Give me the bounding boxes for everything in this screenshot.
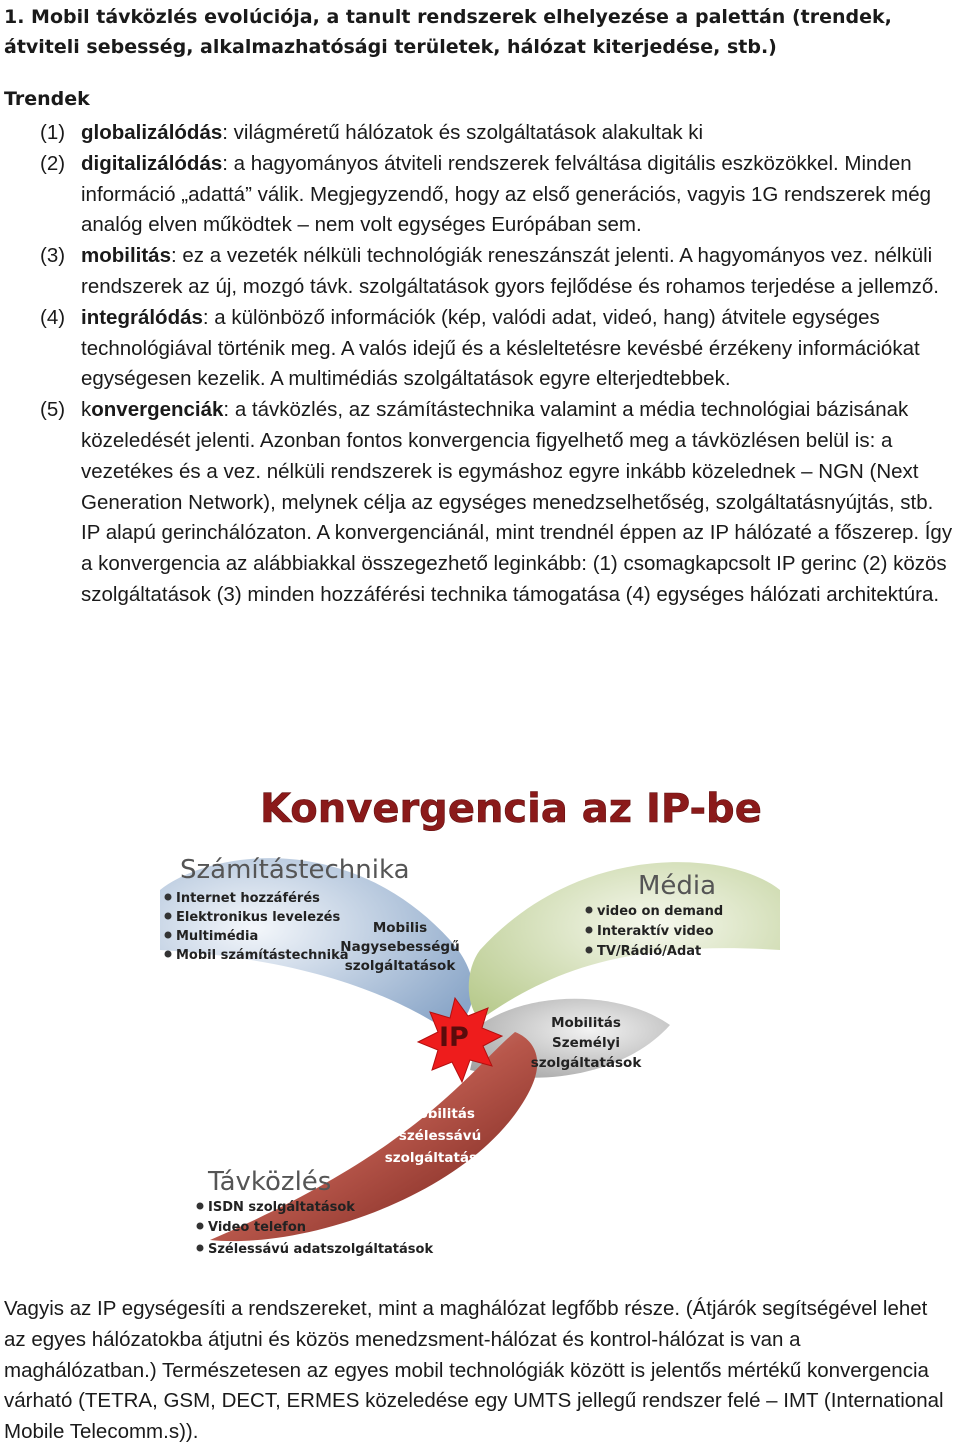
bullet-icon [165,913,172,920]
bullet-icon [586,907,593,914]
bullet-icon [197,1203,204,1210]
item-text: : a hagyományos átviteli rendszerek felváltása digitális eszközökkel. Minden információ „adattá” válik. Megjegyzendő, hogy az első generációs, vagyis 1G rendszerek még analóg elven működtek – nem volt egységes Európában sem. [81,151,932,237]
bullet-icon [165,951,172,958]
item-text: : a távközlés, az számítástechnika valamint a média technológiai bázisának közeledését jelenti. Azonban fontos konvergencia figyelhető meg a távközlésen belül is: a vezetékes és a vez. nélküli rendszerek is egymáshoz egyre inkább közelednek – NGN (Next Generation Network), melynek célja az egységes menedzselhetőség, szolgáltatásnyújtás, stb. IP alapú gerinchálózaton. A konvergenciánál, mint trendnél éppen az IP hálózaté a főszerep. Így a konvergencia az alábbiakkal összegezhető leginkább: (1) csomagkapcsolt IP gerinc (2) közös szolgáltatások (3) minden hozzáférési technika támogatása (4) egységes hálózati architektúra. [81,398,953,606]
closing-paragraph: Vagyis az IP egységesíti a rendszereket, mint a maghálózat legfőbb része. (Átjárók segítségével lehet az egyes hálózatokba átjutni és közös menedzsment-hálózat és kontrol-hálózat is van a maghálózatban.) Természetesen az egyes mobil technológiák között is jelentős mértékű konvergencia várható (TETRA, GSM, DECT, ERMES közeledése egy UMTS jellegű rendszer felé – IMT (International Mobile Telecomm.s)). [4,1297,944,1444]
trends-heading: Trendek [4,88,90,110]
computing-item: Elektronikus levelezés [176,910,341,925]
label-line: szolgáltatások [384,1150,496,1166]
item-prefix: k [81,398,92,422]
bullet-icon [165,894,172,901]
media-items [586,904,724,959]
item-text: : világméretű hálózatok és szolgáltatások alakultak ki [222,121,704,144]
item-number: (5) [40,398,66,422]
item-term: globalizálódás [81,121,223,144]
item-number: (3) [40,244,66,268]
item-term: mobilitás [81,244,171,268]
computing-item: Internet hozzáférés [176,891,320,906]
label-line: Mobilitás [551,1015,621,1031]
telecom-item: Video telefon [208,1220,307,1235]
list-item [40,303,955,395]
trends-list [40,118,955,611]
item-number: (2) [40,151,66,175]
telecom-item: ISDN szolgáltatások [208,1200,355,1215]
item-term: integrálódás [81,305,203,329]
media-swirl [469,862,780,1020]
bullet-icon [586,947,593,954]
computing-heading: Számítástechnika [180,855,410,885]
bullet-icon [197,1223,204,1230]
telecom-heading: Távközlés [208,1167,332,1197]
convergence-diagram [150,770,790,1270]
item-number: (4) [40,305,66,329]
section-title: 1. Mobil távközlés evolúciója, a tanult rendszerek elhelyezése a palettán (trendek, átviteli sebesség, alkalmazhatósági területek, hálózat kiterjedése, stb.) [4,6,892,58]
label-line: szolgáltatások [530,1055,642,1071]
item-number: (1) [40,121,66,144]
list-item [40,118,955,149]
bullet-icon [165,932,172,939]
computing-item: Mobil számítástechnika [176,948,349,963]
telecom-item: Szélessávú adatszolgáltatások [208,1242,434,1257]
diagram-title: Konvergencia az IP-be [260,786,762,832]
media-heading: Média [638,871,717,901]
list-item [40,149,955,241]
item-text: : a különböző információk (kép, valódi adat, videó, hang) átvitele egységes technológiával történik meg. A valós idejű és a késleltetésre kevésbé érzékeny információkat egységesen kezelik. A multimédiás szolgáltatások egyre elterjedtebbek. [81,305,920,391]
bullet-icon [586,927,593,934]
list-item [40,395,955,611]
label-line: szélessávú [398,1128,482,1144]
bullet-icon [197,1245,204,1252]
label-line: Nagysebességű [340,939,460,955]
item-term: onvergenciák [91,398,224,422]
label-line: szolgáltatások [344,958,456,974]
media-item: Interaktív video [597,924,714,939]
label-line: Mobilis [372,920,428,936]
computing-item: Multimédia [176,929,259,944]
label-line: Személyi [551,1035,621,1051]
item-term: digitalizálódás [81,151,223,175]
media-item: video on demand [597,904,724,919]
label-line: Mobilitás [405,1106,475,1122]
media-item: TV/Rádió/Adat [597,944,702,959]
list-item [40,241,955,303]
item-text: : ez a vezeték nélküli technológiák reneszánszát jelenti. A hagyományos vez. nélküli rendszerek az új, mozgó távk. szolgáltatások gyors fejlődése és rohamos terjedése a jellemző. [81,244,940,298]
ip-label: IP [439,1022,469,1053]
